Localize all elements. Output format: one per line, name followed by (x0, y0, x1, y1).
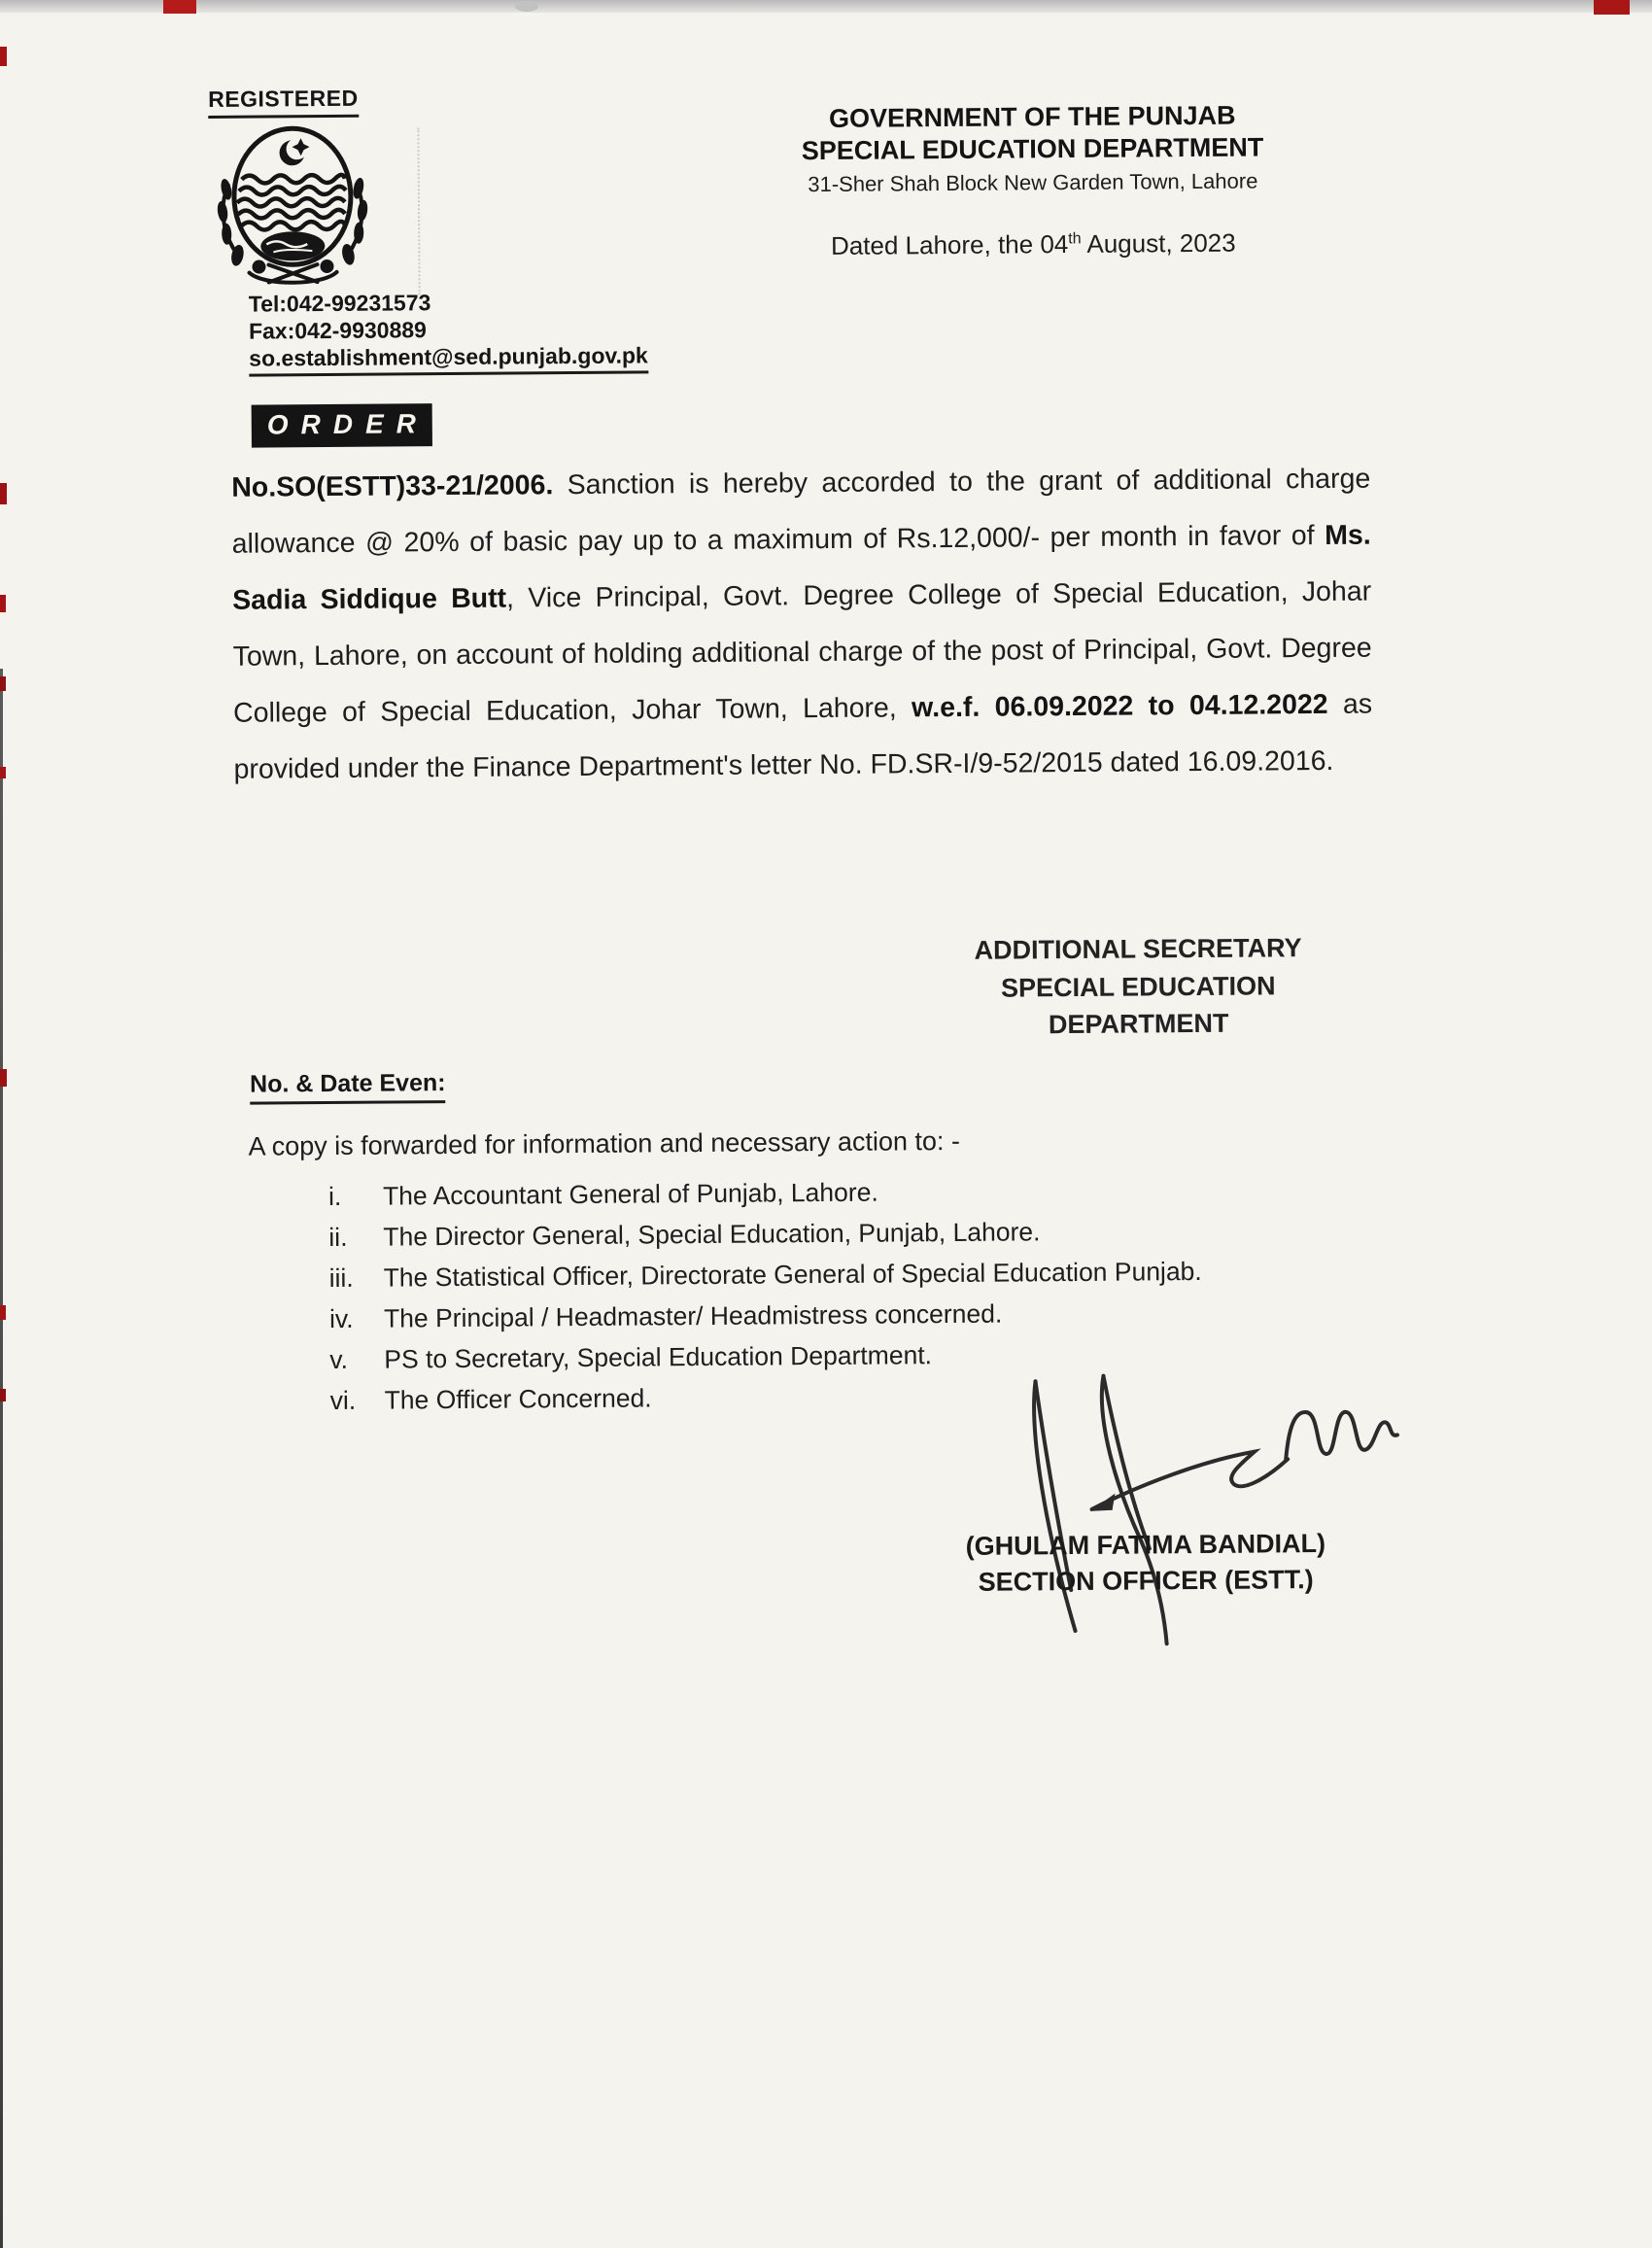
distribution-heading: No. & Date Even: (250, 1069, 446, 1105)
contact-block (249, 287, 648, 376)
order-title: ORDER (252, 403, 432, 447)
officer-name-bold: Ms. Sadia Siddique Butt (232, 519, 1371, 616)
list-item: iv. The Principal / Headmaster/ Headmistress concerned. (328, 1298, 1003, 1334)
list-item: ii. The Director General, Special Education, Punjab, Lahore. (328, 1217, 1041, 1253)
list-item: iii. The Statistical Officer, Directorate General of Special Education Punjab. (328, 1256, 1202, 1294)
signatory-name: (GHULAM FATIMA BANDIAL) (965, 1528, 1326, 1561)
government-header (789, 99, 1276, 197)
address-line: 31-Sher Shah Block New Garden Town, Lahore (808, 168, 1258, 197)
order-body-paragraph: No.SO(ESTT)33-21/2006. Sanction is hereby accorded to the grant of additional charge allowance @ 20% of basic pay up to a maximum of Rs.12,000/- per month in favor of Ms. Sadia Siddique Butt, Vice Principal, Govt. Degree College of Special Education, Johar Town, Lahore, on account of holding additional charge of the post of Principal, Govt. Degree College of Special Education, Johar Town, Lahore, w.e.f. 06.09.2022 to 04.12.2022 as provided under the Finance Department's letter No. FD.SR-I/9-52/2015 dated 16.09.2016. (231, 463, 1373, 785)
signatory-title: SECTION OFFICER (ESTT.) (978, 1565, 1314, 1597)
list-item: v. PS to Secretary, Special Education Department. (329, 1340, 933, 1375)
distribution-intro: A copy is forwarded for information and necessary action to: - (248, 1125, 961, 1161)
handwritten-signature-icon (1003, 1356, 1413, 1660)
list-item: i. The Accountant General of Punjab, Lahore. (327, 1177, 878, 1212)
fax-line: Fax:042-9930889 (248, 317, 427, 344)
signature-block (951, 1526, 1341, 1601)
scan-dotted-line (417, 127, 420, 294)
punjab-government-emblem-logo (204, 119, 380, 299)
list-item: vi. The Officer Concerned. (329, 1383, 652, 1416)
additional-secretary-block: ADDITIONAL SECRETARY SPECIAL EDUCATION DEPARTMENT (974, 933, 1302, 1040)
date-line: Dated Lahore, the 04th August, 2023 (830, 227, 1236, 260)
email-line: so.establishment@sed.punjab.gov.pk (249, 341, 648, 376)
tel-line: Tel:042-99231573 (248, 290, 431, 317)
government-title: GOVERNMENT OF THE PUNJAB (828, 100, 1236, 133)
registered-label: REGISTERED (208, 86, 359, 119)
order-reference-number: No.SO(ESTT)33-21/2006. (231, 469, 554, 503)
charge-period-bold: w.e.f. 06.09.2022 to 04.12.2022 (911, 688, 1328, 724)
department-title: SPECIAL EDUCATION DEPARTMENT (801, 132, 1264, 166)
